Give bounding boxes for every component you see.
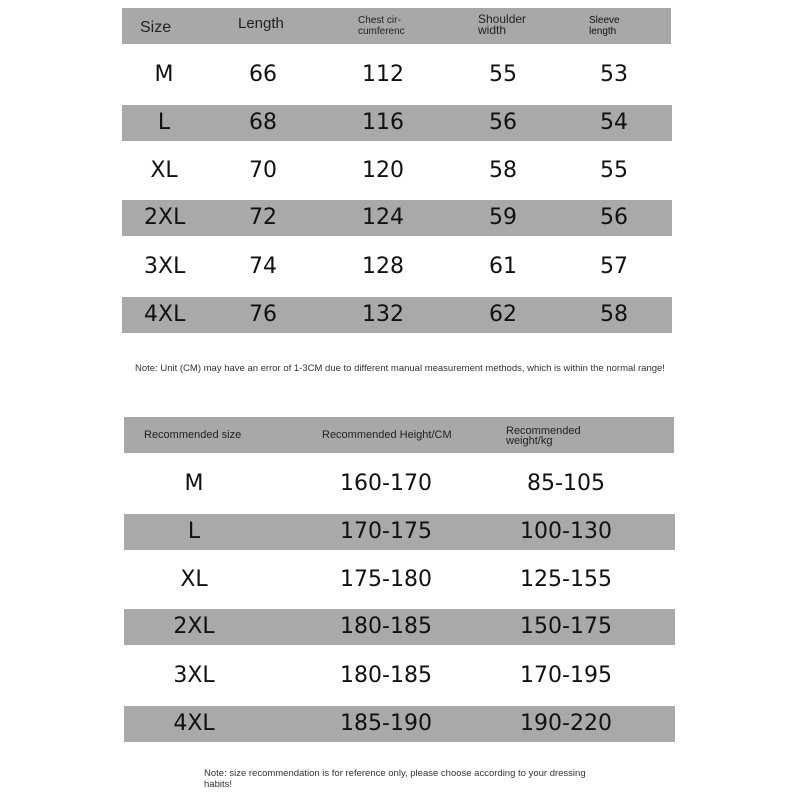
size-cell: L bbox=[157, 110, 171, 135]
length-cell: 76 bbox=[249, 302, 277, 327]
weight-cell: 100-130 bbox=[520, 519, 612, 544]
size-cell: XL bbox=[180, 567, 208, 592]
header-size: Size bbox=[140, 19, 172, 36]
weight-cell: 125-155 bbox=[520, 567, 612, 592]
size-cell: L bbox=[187, 519, 201, 544]
size-cell: 2XL bbox=[173, 614, 215, 639]
weight-cell: 190-220 bbox=[520, 711, 612, 736]
size-cell: M bbox=[154, 62, 174, 87]
header-chest: Chest cir- cumferenc bbox=[358, 15, 405, 37]
chest-cell: 132 bbox=[362, 302, 404, 327]
table-row bbox=[124, 706, 675, 742]
shoulder-cell: 56 bbox=[489, 110, 517, 135]
chest-cell: 112 bbox=[362, 62, 404, 87]
weight-cell: 85-105 bbox=[527, 471, 605, 496]
header-shoulder: Shoulder width bbox=[478, 12, 527, 37]
length-cell: 72 bbox=[249, 205, 277, 230]
height-cell: 180-185 bbox=[340, 614, 432, 639]
table-row bbox=[124, 514, 675, 550]
header-sleeve: Sleeve length bbox=[589, 15, 620, 37]
height-cell: 185-190 bbox=[340, 711, 432, 736]
size-cell: 3XL bbox=[173, 663, 215, 688]
recommendation-note: Note: size recommendation is for reference only, please choose according to your dressing habits! bbox=[204, 768, 586, 790]
shoulder-cell: 59 bbox=[489, 205, 517, 230]
table-row bbox=[124, 562, 675, 598]
header-recommended-weight: Recommended weight/kg bbox=[506, 425, 581, 447]
height-cell: 175-180 bbox=[340, 567, 432, 592]
height-cell: 170-175 bbox=[340, 519, 432, 544]
weight-cell: 150-175 bbox=[520, 614, 612, 639]
header-recommended-size: Recommended size bbox=[144, 429, 242, 441]
size-cell: 2XL bbox=[144, 205, 186, 230]
table-row bbox=[124, 658, 675, 694]
size-cell: 4XL bbox=[144, 302, 186, 327]
sleeve-cell: 53 bbox=[600, 62, 628, 87]
size-cell: XL bbox=[150, 158, 178, 183]
recommend-table-header bbox=[124, 417, 674, 453]
sleeve-cell: 54 bbox=[600, 110, 628, 135]
size-cell: 3XL bbox=[144, 254, 186, 279]
shoulder-cell: 58 bbox=[489, 158, 517, 183]
length-cell: 74 bbox=[249, 254, 277, 279]
height-cell: 180-185 bbox=[340, 663, 432, 688]
height-cell: 160-170 bbox=[340, 471, 432, 496]
size-cell: M bbox=[184, 471, 204, 496]
shoulder-cell: 61 bbox=[489, 254, 517, 279]
chest-cell: 120 bbox=[362, 158, 404, 183]
length-cell: 70 bbox=[249, 158, 277, 183]
sleeve-cell: 57 bbox=[600, 254, 628, 279]
sleeve-cell: 56 bbox=[600, 205, 628, 230]
chest-cell: 116 bbox=[362, 110, 404, 135]
length-cell: 66 bbox=[249, 62, 277, 87]
size-cell: 4XL bbox=[173, 711, 215, 736]
measurement-note: Note: Unit (CM) may have an error of 1-3CM due to different manual measurement methods, which is within the normal range! bbox=[135, 363, 665, 374]
header-length: Length bbox=[238, 15, 284, 32]
chest-cell: 128 bbox=[362, 254, 404, 279]
shoulder-cell: 62 bbox=[489, 302, 517, 327]
weight-cell: 170-195 bbox=[520, 663, 612, 688]
shoulder-cell: 55 bbox=[489, 62, 517, 87]
table-row bbox=[124, 609, 675, 645]
length-cell: 68 bbox=[249, 110, 277, 135]
sleeve-cell: 55 bbox=[600, 158, 628, 183]
chest-cell: 124 bbox=[362, 205, 404, 230]
table-row bbox=[124, 466, 675, 502]
sleeve-cell: 58 bbox=[600, 302, 628, 327]
header-recommended-height: Recommended Height/CM bbox=[322, 429, 452, 441]
